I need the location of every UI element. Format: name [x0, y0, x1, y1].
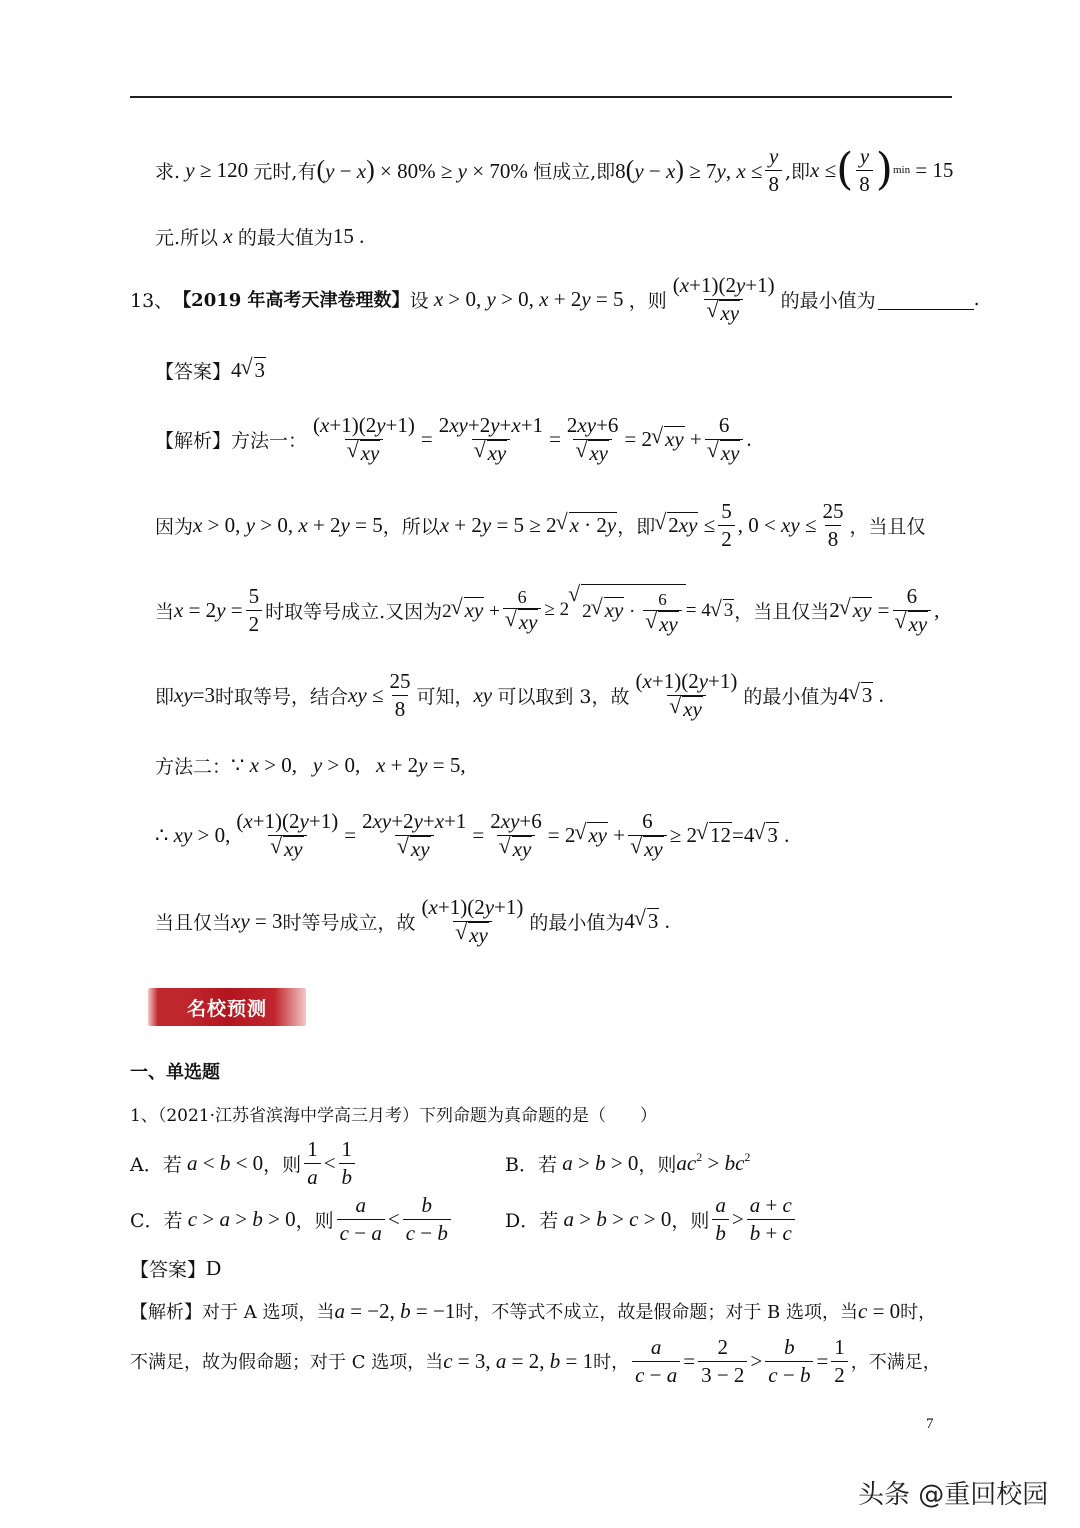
q1-analysis-line-2: 不满足，故为假命题；对于 C 选项，当 c = 3, a = 2, b = 1 时， $\frac{a}{c - a}$ = $\frac{2}{3 - 2}$ > $\frac{b}{c - b}$ = $\frac{1}{2}$ ，不满足， — [130, 1335, 941, 1387]
q13-because-line: 因为 x > 0, y > 0, x + 2y = 5 ，所以 x + 2y = 5 ≥ 2√ x · 2y ，即 √ 2xy ≤ $\frac{5}{2}$ , 0 < xy ≤ $\frac{25}{8}$ ，当且仅 — [155, 494, 926, 556]
q1-answer: 【答案】 D — [130, 1255, 222, 1281]
section-heading: 一、单选题 — [130, 1062, 220, 1083]
watermark: 头条 @重回校园 — [858, 1480, 1049, 1510]
prev-solution-line-1: 求. y ≥ 120 元时,有 (y − x) × 80% ≥ y × 70% 恒成立,即 8(y − x) ≥ 7y, x ≤ $\frac{y}{8}$ ,即 x ≤ ( $\frac{y}{8}$ ) min = 15 — [155, 144, 954, 196]
q13-stem: 13、 【2019 年高考天津卷理数】 设 x > 0, y > 0, x + 2y = 5 ，则 (x+1)(2y+1) √ xy 的最小值为 . — [130, 268, 980, 330]
q13-method2-conclusion: 当且仅当 xy = 3 时等号成立，故 (x+1)(2y+1) √ xy 的最小值为 4√ 3 . — [155, 890, 670, 952]
q1-option-b: B．若 a > b > 0 ，则 $ac^2 > bc^2$ — [505, 1150, 751, 1176]
q13-answer: 【答案】 4√ 3 — [155, 355, 266, 385]
q13-analysis-method1: 【解析】 方法一： (x+1)(2y+1) √ xy = 2xy+2y+x+1 √ xy = 2xy+6 √ xy = 2√ xy + 6 √ xy . — [155, 408, 752, 470]
q1-stem: 1、（2021·江苏省滨海中学高三月考）下列命题为真命题的是（ ） — [130, 1105, 657, 1126]
section-banner: 名校预测 — [148, 988, 306, 1026]
q1-option-c: C．若 c > a > b > 0 ，则 $\frac{a}{c - a}$ < $\frac{b}{c - b}$ — [130, 1192, 454, 1246]
q13-method2-header: 方法二： ∵ x > 0, y > 0, x + 2y = 5, — [155, 752, 466, 778]
prev-solution-line-2: 元.所以 x 的最大值为 15 . — [155, 223, 365, 249]
q1-option-a: A．若 a < b < 0 ，则 $\frac{1}{a}$ < $\frac{1}{b}$ — [130, 1136, 358, 1190]
header-rule — [130, 96, 952, 98]
q13-method2-derivation: ∴ xy > 0, (x+1)(2y+1) √ xy = 2xy+2y+x+1 √ xy = 2xy+6 √ xy = 2√ xy + 6 √ xy ≥ 2√ 12=4√ 3 . — [155, 804, 789, 866]
page-number: 7 — [926, 1416, 934, 1432]
q1-option-d: D．若 a > b > c > 0 ，则 $\frac{a}{b}$ > $\frac{a + c}{b + c}$ — [505, 1192, 798, 1246]
answer-blank — [878, 289, 974, 310]
q13-equality-line: 当 x = 2y = $\frac{5}{2}$ 时取等号成立.又因为 2√ xy + 6 √ xy ≥ 2 √ 2√ xy · 6 √ xy = 4√ 3 ，当且仅当 2√ xy = 6 √ xy , — [155, 578, 939, 642]
q1-analysis-line-1: 【解析】对于 A 选项，当 a = −2, b = −1 时，不等式不成立，故是假命题；对于 B 选项，当 c = 0 时， — [130, 1298, 937, 1323]
q13-conclusion-line: 即 xy=3 时取等号，结合 xy ≤ $\frac{25}{8}$ 可知， xy 可以取到 3，故 (x+1)(2y+1) √ xy 的最小值为 4√ 3 . — [155, 664, 884, 726]
